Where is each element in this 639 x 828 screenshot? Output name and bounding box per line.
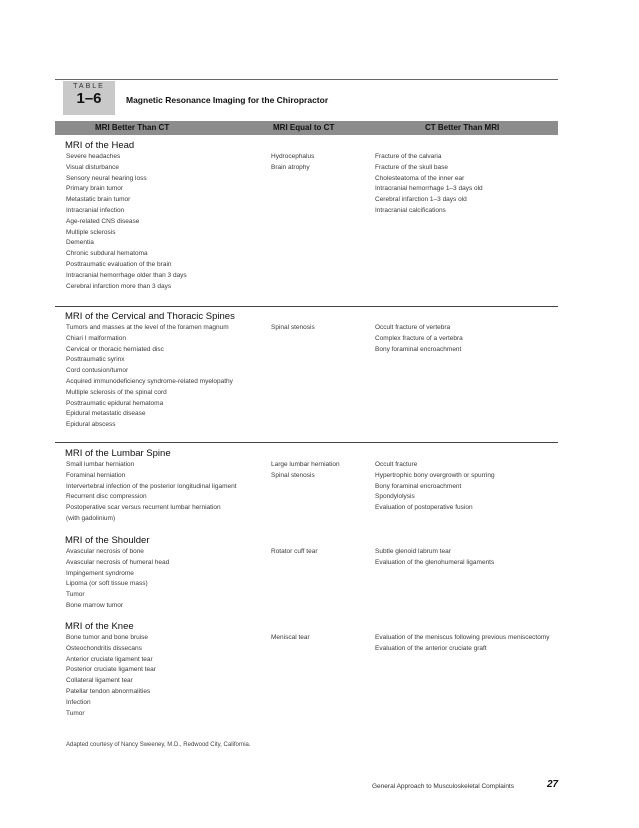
- top-rule: [55, 79, 558, 80]
- table-cell-col1: Impingement syndrome: [66, 569, 134, 577]
- table-cell-col1: Epidural abscess: [66, 421, 116, 429]
- section-title: MRI of the Lumbar Spine: [65, 448, 171, 459]
- table-label-box: [63, 81, 115, 115]
- table-cell-col1: Lipoma (or soft tissue mass): [66, 580, 148, 588]
- table-cell-col1: Posttraumatic evaluation of the brain: [66, 261, 172, 268]
- table-cell-col3: Evaluation of the anterior cruciate graft: [375, 644, 487, 652]
- table-cell-col1: Multiple sclerosis: [66, 228, 116, 236]
- table-cell-col1: Primary brain tumor: [66, 185, 124, 193]
- table-cell-col2: Spinal stenosis: [271, 324, 315, 331]
- section-separator: [55, 306, 558, 307]
- table-cell-col1: Anterior cruciate ligament tear: [66, 655, 153, 663]
- table-cell-col1: Posterior cruciate ligament tear: [66, 666, 156, 674]
- table-cell-col1: Infection: [66, 698, 91, 706]
- table-cell-col3: Evaluation of the meniscus following previous meniscectomy: [375, 634, 550, 641]
- table-cell-col3: Spondylolysis: [375, 493, 415, 501]
- running-head: General Approach to Musculoskeletal Complaints: [372, 783, 514, 790]
- table-cell-col1: Patellar tendon abnormalities: [66, 688, 151, 695]
- table-cell-col1: Posttraumatic syrinx: [66, 356, 125, 364]
- table-cell-col1: Sensory neural hearing loss: [66, 174, 147, 182]
- table-cell-col1: Cervical or thoracic herniated disc: [66, 345, 164, 353]
- table-cell-col3: Occult fracture of vertebra: [375, 324, 451, 331]
- table-cell-col1: Cord contusion/tumor: [66, 367, 129, 375]
- column-header-ct-better: CT Better Than MRI: [425, 123, 500, 132]
- table-number: 1–6: [76, 90, 102, 107]
- table-cell-col1: Collateral ligament tear: [66, 677, 133, 685]
- table-cell-col3: Occult fracture: [375, 461, 418, 468]
- table-cell-col1: Intervertebral infection of the posterior longitudinal ligament: [66, 482, 237, 490]
- table-cell-col2: Spinal stenosis: [271, 471, 315, 479]
- table-label: TABLE: [73, 83, 105, 90]
- page-number: 27: [547, 779, 559, 790]
- table-cell-col1: Osteochondritis dissecans: [66, 644, 142, 652]
- table-cell-col3: Cerebral infarction 1–3 days old: [375, 196, 467, 204]
- table-cell-col1: Chronic subdural hematoma: [66, 250, 148, 258]
- section-title: MRI of the Knee: [65, 621, 134, 632]
- table-cell-col3: Intracranial hemorrhage 1–3 days old: [375, 185, 483, 193]
- column-header-bar: [55, 121, 558, 135]
- section-separator: [55, 442, 558, 443]
- table-cell-col3: Bony foraminal encroachment: [375, 345, 462, 353]
- table-cell-col3: Evaluation of the glenohumeral ligaments: [375, 558, 495, 566]
- table-cell-col1: Bone tumor and bone bruise: [66, 634, 149, 641]
- table-cell-col2: Brain atrophy: [271, 163, 310, 171]
- table-cell-col2: Meniscal tear: [271, 634, 310, 641]
- table-cell-col1: Multiple sclerosis of the spinal cord: [66, 388, 167, 396]
- section-title: MRI of the Cervical and Thoracic Spines: [65, 311, 235, 322]
- table-cell-col1: Posttraumatic epidural hematoma: [66, 399, 164, 407]
- column-header-mri-better: MRI Better Than CT: [95, 123, 170, 132]
- table-footnote: Adapted courtesy of Nancy Sweeney, M.D., Redwood City, California.: [66, 742, 251, 748]
- table-cell-col3: Fracture of the skull base: [375, 163, 448, 171]
- table-cell-col1: Visual disturbance: [66, 163, 119, 171]
- table-cell-col2: Hydrocephalus: [271, 153, 315, 160]
- section-title: MRI of the Shoulder: [65, 535, 150, 546]
- table-cell-col3: Fracture of the calvaria: [375, 153, 442, 160]
- table-cell-col3: Intracranial calcifications: [375, 207, 446, 214]
- table-cell-col1: Severe headaches: [66, 153, 121, 160]
- table-cell-col1: Intracranial infection: [66, 207, 125, 214]
- table-cell-col1: Chiari I malformation: [66, 334, 126, 342]
- table-cell-col1: Recurrent disc compression: [66, 493, 147, 501]
- table-cell-col3: Cholesteatoma of the inner ear: [375, 174, 465, 182]
- table-cell-col1: Tumors and masses at the level of the foramen magnum: [66, 324, 229, 331]
- table-cell-col2: Large lumbar herniation: [271, 461, 340, 468]
- table-cell-col2: Rotator cuff tear: [271, 548, 318, 555]
- table-cell-col1: Cerebral infarction more than 3 days: [66, 282, 172, 290]
- table-cell-col1: Small lumbar herniation: [66, 461, 135, 468]
- table-title: Magnetic Resonance Imaging for the Chiropractor: [126, 95, 329, 105]
- table-cell-col1: Foraminal herniation: [66, 471, 126, 479]
- table-cell-col1: Epidural metastatic disease: [66, 410, 146, 418]
- table-cell-col1: Tumor: [66, 709, 85, 717]
- table-cell-col1: Intracranial hemorrhage older than 3 days: [66, 271, 187, 279]
- table-cell-col1: Age-related CNS disease: [66, 217, 140, 225]
- table-cell-col3: Subtle glenoid labrum tear: [375, 548, 451, 555]
- table-cell-col1: Avascular necrosis of bone: [66, 548, 144, 555]
- table-cell-col3: Hypertrophic bony overgrowth or spurring: [375, 471, 495, 479]
- table-cell-col1: Dementia: [66, 239, 94, 247]
- column-header-mri-equal: MRI Equal to CT: [273, 123, 335, 132]
- table-cell-col1: Avascular necrosis of humeral head: [66, 558, 170, 566]
- table-cell-col1: Bone marrow tumor: [66, 602, 124, 609]
- table-cell-col1: Tumor: [66, 591, 85, 599]
- table-cell-col1: (with gadolinium): [66, 515, 116, 522]
- table-cell-col3: Bony foraminal encroachment: [375, 482, 462, 490]
- table-cell-col1: Metastatic brain tumor: [66, 196, 131, 204]
- table-cell-col3: Complex fracture of a vertebra: [375, 334, 463, 342]
- table-cell-col3: Evaluation of postoperative fusion: [375, 504, 473, 512]
- table-cell-col1: Acquired immunodeficiency syndrome-related myelopathy: [66, 378, 233, 385]
- section-title: MRI of the Head: [65, 140, 135, 151]
- table-cell-col1: Postoperative scar versus recurrent lumbar herniation: [66, 504, 221, 512]
